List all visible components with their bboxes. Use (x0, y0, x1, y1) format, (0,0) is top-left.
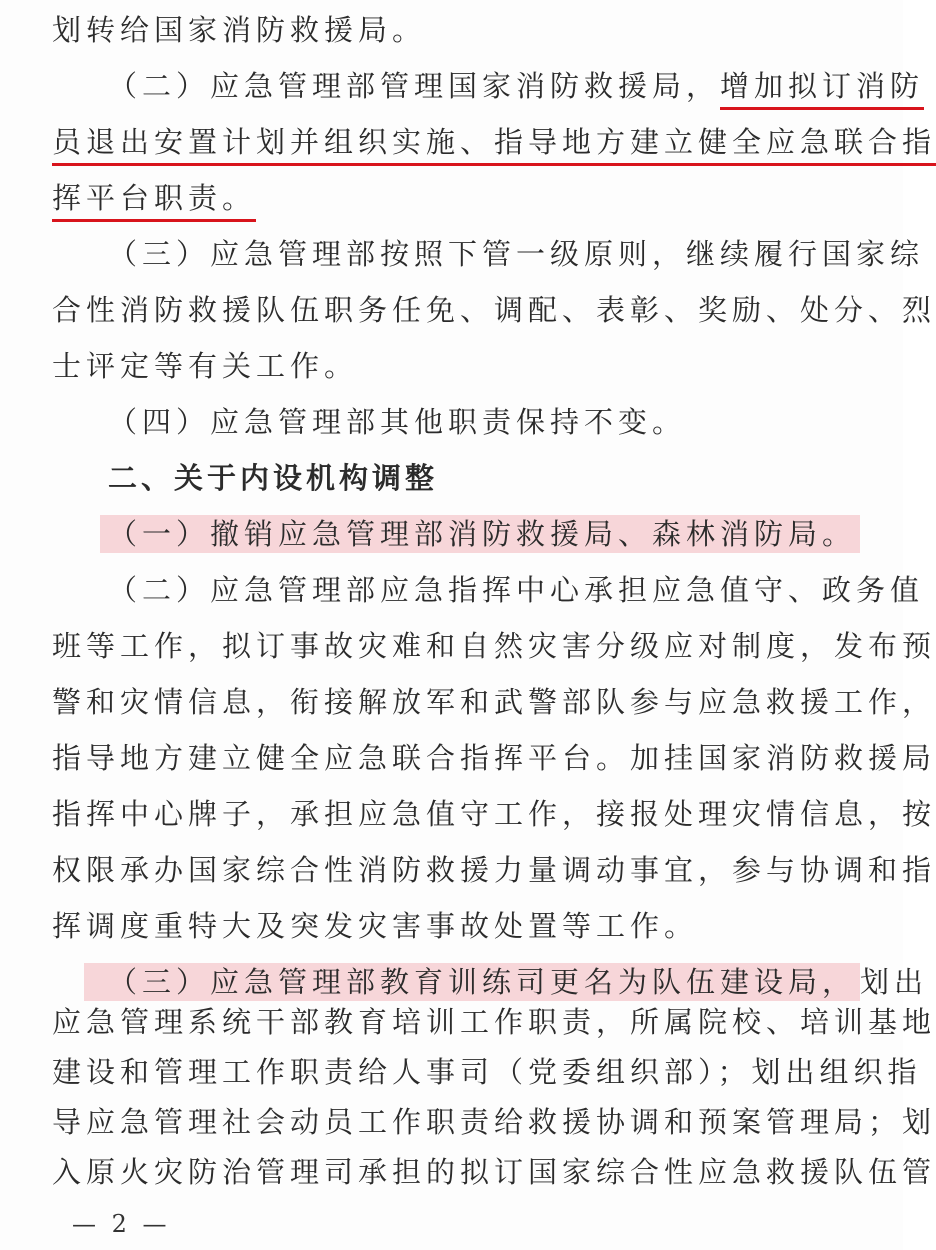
text-line-content: （四）应急管理部其他职责保持不变。 (108, 405, 687, 439)
red-underline-annotation: 挥平台职责。 (52, 179, 256, 222)
paragraph-3-line-3 (52, 344, 358, 388)
pink-highlight-annotation: （三）应急管理部教育训练司更名为队伍建设局， (84, 963, 860, 1001)
paragraph-7-line-1 (108, 960, 928, 1004)
text-line-content: 指导地方建立健全应急联合指挥平台。加挂国家消防救援局 (52, 741, 936, 775)
red-underline-annotation: 员退出安置计划并组织实施、指导地方建立健全应急联合指 (52, 123, 936, 166)
text-line-content: 指挥中心牌子，承担应急值守工作，接报处理灾情信息，按 (52, 797, 936, 831)
paragraph-7-line-4 (52, 1100, 936, 1144)
paragraph-3-line-2 (52, 288, 936, 332)
section-heading-text: 二、关于内设机构调整 (108, 461, 439, 495)
paragraph-6-line-4 (52, 736, 936, 780)
text-line-content: 警和灾情信息，衔接解放军和武警部队参与应急救援工作， (52, 685, 936, 719)
paragraph-2-line-1 (108, 64, 924, 108)
paragraph-6-line-6 (52, 848, 936, 892)
text-line-content: （二）应急管理部管理国家消防救援局， (108, 69, 721, 103)
text-line-content: 入原火灾防治管理司承担的拟订国家综合性应急救援队伍管 (52, 1155, 936, 1189)
paragraph-7-line-5 (52, 1150, 936, 1194)
paragraph-6-line-7 (52, 904, 698, 948)
text-line-content: 合性消防救援队伍职务任免、调配、表彰、奖励、处分、烈 (52, 293, 936, 327)
text-line-content: （三）应急管理部按照下管一级原则，继续履行国家综 (108, 237, 925, 271)
paragraph-4-line-1 (108, 400, 686, 444)
paragraph-3-line-1 (108, 232, 924, 276)
text-line-content: 划出 (860, 965, 929, 999)
paragraph-6-line-5 (52, 792, 936, 836)
paragraph-7-line-2 (52, 1000, 936, 1044)
highlighted-item-1 (108, 512, 860, 556)
text-line-content: 士评定等有关工作。 (52, 349, 359, 383)
text-line-content: 导应急管理社会动员工作职责给救援协调和预案管理局；划 (52, 1105, 936, 1139)
text-line (52, 8, 426, 52)
red-underline-annotation: 增加拟订消防 (720, 67, 924, 110)
text-line-content: （二）应急管理部应急指挥中心承担应急值守、政务值 (108, 573, 925, 607)
section-heading (108, 456, 438, 500)
text-line-content: 建设和管理工作职责给人事司（党委组织部）；划出组织指 (52, 1055, 922, 1089)
text-line-content: 应急管理系统干部教育培训工作职责，所属院校、培训基地 (52, 1005, 936, 1039)
pink-highlight-annotation: （一）撤销应急管理部消防救援局、森林消防局。 (100, 515, 860, 553)
page-number: — 2 — (72, 1210, 171, 1238)
text-line-content: 权限承办国家综合性消防救援力量调动事宜，参与协调和指 (52, 853, 936, 887)
text-line-content: 班等工作，拟订事故灾难和自然灾害分级应对制度，发布预 (52, 629, 936, 663)
paragraph-2-line-2 (52, 120, 936, 164)
paragraph-6-line-2 (52, 624, 936, 668)
paragraph-7-line-3 (52, 1050, 922, 1094)
paragraph-6-line-3 (52, 680, 936, 724)
paragraph-6-line-1 (108, 568, 924, 612)
text-line-content: 划转给国家消防救援局。 (52, 13, 427, 47)
paragraph-2-line-3 (52, 176, 256, 220)
text-line-content: 挥调度重特大及突发灾害事故处置等工作。 (52, 909, 699, 943)
